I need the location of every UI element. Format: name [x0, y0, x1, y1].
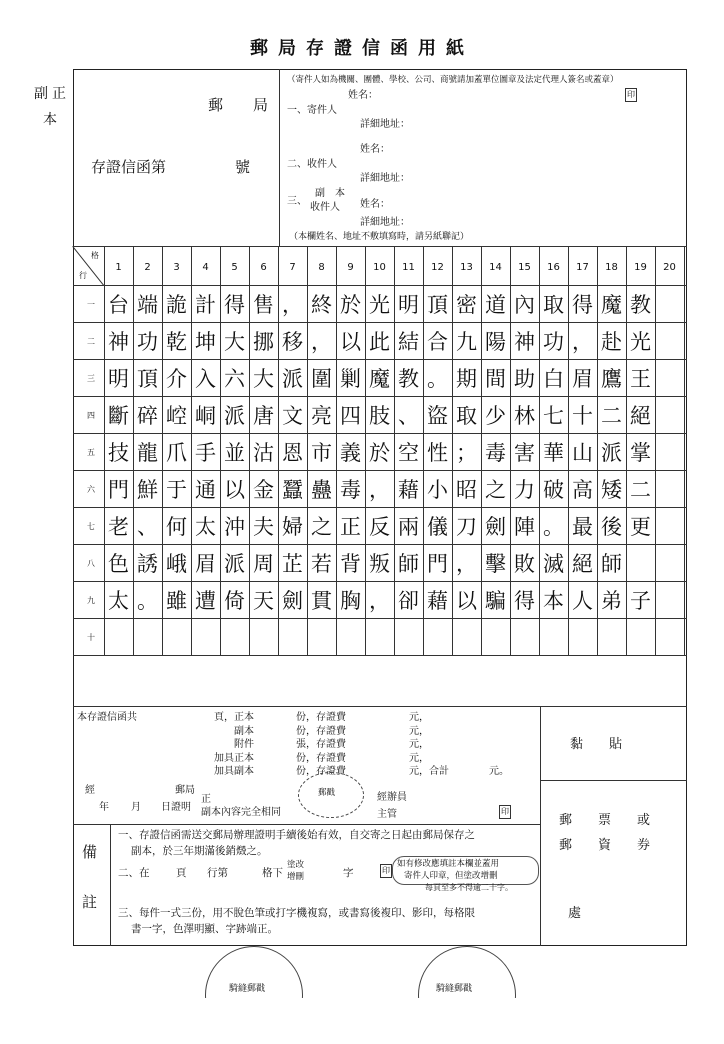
- recipient-label: 二、收件人: [287, 159, 337, 170]
- grid-char: 絕: [630, 403, 651, 428]
- grid-char: 門: [427, 551, 448, 576]
- grid-char: 。: [137, 588, 158, 613]
- grid-char: 助: [514, 366, 535, 391]
- grid-char: ，: [311, 329, 332, 354]
- grid-char: 夫: [253, 514, 274, 539]
- grid-char: 擊: [485, 551, 506, 576]
- note-3-line-b: 書一字，色澤明顯、字跡端正。: [131, 923, 278, 935]
- grid-char: 王: [630, 366, 651, 391]
- row-label: 三: [87, 373, 95, 383]
- grid-char: 爪: [166, 440, 187, 465]
- fee-label: 頁，正本: [214, 712, 254, 723]
- notes-head-b: 註: [82, 893, 98, 911]
- row-label: 八: [87, 558, 95, 568]
- note-2-right-b: 寄件人印章，但塗改增刪: [404, 871, 498, 881]
- fee-unit: 份，存證費: [296, 766, 346, 777]
- cc-address-label: 詳細地址：: [360, 217, 410, 228]
- column-number: 2: [144, 262, 151, 273]
- grid-char: 鮮: [137, 477, 158, 502]
- supervisor-label: 主管: [377, 809, 397, 820]
- column-number: 20: [663, 262, 676, 273]
- grid-char: 毒: [485, 440, 506, 465]
- certify-day: 日證明: [161, 802, 191, 813]
- grid-char: 周: [253, 551, 274, 576]
- row-label: 五: [87, 447, 95, 457]
- column-number: 18: [605, 262, 618, 273]
- grid-char: ；: [456, 440, 477, 465]
- fee-top-line: [73, 706, 687, 707]
- grid-char: 售: [253, 292, 274, 317]
- letter-no-suffix: 號: [235, 158, 251, 176]
- grid-char: 義: [340, 440, 361, 465]
- grid-char: 反: [369, 514, 390, 539]
- grid-char: 合: [427, 329, 448, 354]
- fee-label: 附件: [234, 739, 254, 750]
- grid-char: 本: [543, 588, 564, 613]
- certify-post: 郵局: [175, 785, 195, 796]
- grid-char: 入: [195, 366, 216, 391]
- grid-char: 背: [340, 551, 361, 576]
- column-number: 16: [547, 262, 560, 273]
- grid-char: 明: [398, 292, 419, 317]
- grid-char: 正: [340, 514, 361, 539]
- grid-char: 卻: [398, 588, 419, 613]
- row-label: 二: [87, 336, 95, 346]
- grid-char: 倚: [224, 588, 245, 613]
- fee-yuan: 元，合計: [409, 766, 449, 777]
- grid-char: 派: [601, 440, 622, 465]
- note-2-char: 字: [343, 867, 354, 879]
- seam-stamp-left-circle: [205, 946, 303, 1044]
- cc-prefix: 三、: [287, 196, 307, 207]
- grid-col-line: [684, 246, 685, 655]
- note-1-line-b: 副本，於三年期滿後銷燬之。: [131, 845, 268, 857]
- grid-char: 崆: [166, 403, 187, 428]
- grid-char: 儀: [427, 514, 448, 539]
- grid-char: 文: [282, 403, 303, 428]
- grid-char: ，: [572, 329, 593, 354]
- column-number: 3: [173, 262, 180, 273]
- grid-char: ，: [369, 588, 390, 613]
- sender-name-label: 姓名：: [348, 90, 378, 101]
- grid-char: 於: [369, 440, 390, 465]
- fee-unit: 份，存證費: [296, 712, 346, 723]
- postmark-label: 郵戳: [318, 788, 336, 798]
- seam-stamp-right-circle: [418, 946, 516, 1044]
- fee-label: 副本: [234, 725, 254, 737]
- column-number: 12: [431, 262, 444, 273]
- stamp-area-line3: 處: [568, 906, 582, 921]
- grid-char: 太: [195, 514, 216, 539]
- certify-jing: 經: [85, 785, 95, 796]
- column-number: 11: [402, 262, 415, 273]
- grid-char: 道: [485, 292, 506, 317]
- note-2-right-a: 如有修改應填註本欄並蓋用: [397, 859, 500, 869]
- row-label: 四: [87, 410, 95, 420]
- handler-label: 經辦員: [377, 792, 407, 803]
- fee-yuan: 元，: [409, 725, 429, 737]
- grid-char: 唐: [253, 403, 274, 428]
- grid-char: 劍: [485, 514, 506, 539]
- note-2-col: 格下: [262, 867, 283, 879]
- note-3-line-a: 三、每件一式三份，用不脫色筆或打字機複寫，或書寫後複印、影印，每格限: [118, 907, 475, 919]
- grid-char: 藉: [427, 588, 448, 613]
- note-1-line-a: 一、存證信函需送交郵局辦理證明手續後始有效，自交寄之日起由郵局保存之: [118, 829, 475, 841]
- certify-year: 年: [99, 802, 109, 813]
- grid-char: 頂: [137, 366, 158, 391]
- note-2-add: 增刪: [287, 872, 305, 882]
- grid-char: 藉: [398, 477, 419, 502]
- notes-top-line: [73, 824, 540, 825]
- grid-char: 六: [224, 366, 245, 391]
- column-number: 5: [231, 262, 238, 273]
- grid-char: 眉: [572, 366, 593, 391]
- grid-char: 派: [224, 403, 245, 428]
- grid-char: 雖: [166, 588, 187, 613]
- grid-char: 以: [224, 477, 245, 502]
- grid-char: 大: [224, 329, 245, 354]
- grid-char: 十: [572, 403, 593, 428]
- grid-char: 色: [108, 551, 129, 576]
- grid-char: 掌: [630, 440, 651, 465]
- grid-char: 圍: [311, 366, 332, 391]
- column-number: 19: [634, 262, 647, 273]
- letter-no-prefix: 存證信函第: [91, 158, 167, 176]
- notes-head-a: 備: [82, 843, 98, 861]
- grid-char: 龍: [137, 440, 158, 465]
- recipient-name-label: 姓名：: [360, 144, 390, 155]
- grid-char: 更: [630, 514, 651, 539]
- grid-char: 少: [485, 403, 506, 428]
- stamp-area-line2: 郵 資 券: [559, 838, 651, 853]
- grid-char: 毒: [340, 477, 361, 502]
- fee-unit: 份，存證費: [296, 752, 346, 764]
- fee-unit: 份，存證費: [296, 725, 346, 737]
- grid-char: 太: [108, 588, 129, 613]
- stamp-paste-label: 黏 貼: [570, 737, 623, 752]
- grid-char: 此: [369, 329, 390, 354]
- grid-char: 內: [514, 292, 535, 317]
- grid-char: 於: [340, 292, 361, 317]
- fee-label: 加具正本: [214, 752, 254, 764]
- grid-char: 白: [543, 366, 564, 391]
- grid-char: 終: [311, 292, 332, 317]
- grid-char: 陣: [514, 514, 535, 539]
- cc-label-top: 副 本: [315, 188, 345, 199]
- grid-char: 並: [224, 440, 245, 465]
- grid-char: 明: [108, 366, 129, 391]
- grid-char: 大: [253, 366, 274, 391]
- grid-char: 亮: [311, 403, 332, 428]
- grid-char: 劍: [282, 588, 303, 613]
- grid-char: ，: [282, 292, 303, 317]
- grid-char: 光: [369, 292, 390, 317]
- grid-corner-top: 格: [91, 251, 99, 260]
- handler-seal: 印: [499, 805, 511, 819]
- grid-char: ，: [369, 477, 390, 502]
- grid-char: 恩: [282, 440, 303, 465]
- row-label: 九: [87, 595, 95, 605]
- seam-stamp-left: 騎縫郵戳: [229, 984, 266, 994]
- grid-char: 鷹: [601, 366, 622, 391]
- grid-col-line: [655, 246, 656, 655]
- note-2-prefix: 二、在: [118, 867, 150, 879]
- fee-unit: 張，存證費: [296, 739, 346, 750]
- header-note-top: （寄件人如為機關、團體、學校、公司、商號請加蓋單位圖章及法定代理人簽名或蓋章）: [287, 75, 619, 85]
- grid-char: 于: [166, 477, 187, 502]
- notes-head-divider: [110, 824, 111, 946]
- grid-char: 功: [543, 329, 564, 354]
- grid-char: 何: [166, 514, 187, 539]
- note-2-page: 頁: [176, 867, 187, 879]
- fee-lead: 本存證信函共: [77, 712, 137, 723]
- grid-char: 光: [630, 329, 651, 354]
- certify-month: 月: [131, 802, 141, 813]
- grid-char: 誘: [137, 551, 158, 576]
- grid-char: 小: [427, 477, 448, 502]
- grid-char: 神: [514, 329, 535, 354]
- stamp-area-line1: 郵 票 或: [559, 813, 651, 828]
- column-number: 14: [489, 262, 502, 273]
- grid-char: 九: [456, 329, 477, 354]
- grid-char: 功: [137, 329, 158, 354]
- grid-char: 台: [108, 292, 129, 317]
- grid-char: 貫: [311, 588, 332, 613]
- grid-char: 金: [253, 477, 274, 502]
- fee-yuan: 元，: [409, 752, 429, 764]
- column-number: 7: [289, 262, 296, 273]
- grid-char: 沽: [253, 440, 274, 465]
- grid-char: 弟: [601, 588, 622, 613]
- grid-char: 破: [543, 477, 564, 502]
- grid-char: 昭: [456, 477, 477, 502]
- post-office-label: 郵 局: [208, 96, 269, 114]
- row-label: 七: [87, 521, 95, 531]
- header-note-bottom: （本欄姓名、地址不敷填寫時，請另紙聯記）: [289, 232, 470, 242]
- grid-char: 若: [311, 551, 332, 576]
- grid-char: 技: [108, 440, 129, 465]
- grid-char: 赴: [601, 329, 622, 354]
- grid-char: 魔: [369, 366, 390, 391]
- grid-char: 計: [195, 292, 216, 317]
- grid-char: 取: [543, 292, 564, 317]
- grid-char: 性: [427, 440, 448, 465]
- grid-char: 絕: [572, 551, 593, 576]
- grid-char: 以: [456, 588, 477, 613]
- note-2-right-c: 每頁至多不得逾二十字。: [425, 883, 513, 892]
- grid-char: 盜: [427, 403, 448, 428]
- grid-char: 詭: [166, 292, 187, 317]
- fee-yuan: 元，: [409, 712, 429, 723]
- grid-char: 騙: [485, 588, 506, 613]
- seam-stamp-right: 騎縫郵戳: [436, 984, 473, 994]
- grid-char: 力: [514, 477, 535, 502]
- copy-mark-ben: 本: [43, 112, 57, 128]
- grid-char: 害: [514, 440, 535, 465]
- grid-char: 密: [456, 292, 477, 317]
- grid-char: 派: [224, 551, 245, 576]
- column-number: 6: [260, 262, 267, 273]
- note-2-seal: 印: [380, 864, 392, 878]
- grid-char: 山: [572, 440, 593, 465]
- grid-char: ，: [456, 551, 477, 576]
- grid-char: 陽: [485, 329, 506, 354]
- grid-char: 得: [572, 292, 593, 317]
- grid-char: 市: [311, 440, 332, 465]
- grid-char: 肢: [369, 403, 390, 428]
- column-number: 10: [373, 262, 386, 273]
- grid-char: 、: [398, 403, 419, 428]
- grid-char: 林: [514, 403, 535, 428]
- grid-char: 婦: [282, 514, 303, 539]
- grid-char: 教: [398, 366, 419, 391]
- grid-char: 頂: [427, 292, 448, 317]
- grid-char: 子: [630, 588, 651, 613]
- grid-char: 天: [253, 588, 274, 613]
- grid-char: 通: [195, 477, 216, 502]
- grid-char: 期: [456, 366, 477, 391]
- grid-char: 峨: [166, 551, 187, 576]
- recipient-address-label: 詳細地址：: [360, 173, 410, 184]
- header-bottom-line: [73, 246, 687, 247]
- grid-char: 手: [195, 440, 216, 465]
- stamp-box-line: [540, 780, 687, 781]
- grid-char: 之: [485, 477, 506, 502]
- grid-char: 教: [630, 292, 651, 317]
- grid-char: 蠶: [282, 477, 303, 502]
- grid-char: 結: [398, 329, 419, 354]
- grid-char: 坤: [195, 329, 216, 354]
- grid-char: 。: [543, 514, 564, 539]
- grid-char: 碎: [137, 403, 158, 428]
- grid-char: 斷: [108, 403, 129, 428]
- grid-char: 後: [601, 514, 622, 539]
- column-number: 1: [115, 262, 122, 273]
- fee-yuan: 元，: [409, 739, 429, 750]
- certify-content: 副本內容完全相同: [201, 807, 281, 818]
- grid-char: 間: [485, 366, 506, 391]
- form-title: 郵局存證信函用紙: [250, 38, 474, 59]
- certify-zheng: 正: [201, 794, 211, 805]
- grid-char: 取: [456, 403, 477, 428]
- grid-char: 師: [601, 551, 622, 576]
- grid-char: 神: [108, 329, 129, 354]
- grid-char: 得: [514, 588, 535, 613]
- grid-char: 二: [601, 403, 622, 428]
- copy-mark-fu: 副: [34, 86, 48, 102]
- sender-seal: 印: [625, 88, 637, 102]
- grid-char: 介: [166, 366, 187, 391]
- column-number: 13: [460, 262, 473, 273]
- grid-row-line: [73, 655, 687, 656]
- grid-char: 刀: [456, 514, 477, 539]
- grid-char: 魔: [601, 292, 622, 317]
- grid-char: 挪: [253, 329, 274, 354]
- grid-char: 芷: [282, 551, 303, 576]
- grid-char: 老: [108, 514, 129, 539]
- grid-char: 移: [282, 329, 303, 354]
- sender-label: 一、寄件人: [287, 105, 337, 116]
- grid-char: 空: [398, 440, 419, 465]
- header-divider: [279, 69, 280, 246]
- grid-char: 七: [543, 403, 564, 428]
- fee-label: 加具副本: [214, 766, 254, 777]
- note-2-row: 行第: [207, 867, 228, 879]
- grid-char: 門: [108, 477, 129, 502]
- cc-label-bottom: 收件人: [310, 202, 340, 213]
- grid-corner-bottom: 行: [79, 271, 87, 280]
- grid-char: 叛: [369, 551, 390, 576]
- note-2-alter: 塗改: [287, 860, 305, 870]
- grid-char: 華: [543, 440, 564, 465]
- grid-char: 四: [340, 403, 361, 428]
- row-label: 十: [87, 632, 95, 642]
- grid-char: 之: [311, 514, 332, 539]
- grid-char: 蠱: [311, 477, 332, 502]
- grid-char: 人: [572, 588, 593, 613]
- grid-char: 最: [572, 514, 593, 539]
- grid-char: 以: [340, 329, 361, 354]
- column-number: 4: [202, 262, 209, 273]
- cc-name-label: 姓名：: [360, 199, 390, 210]
- grid-char: 滅: [543, 551, 564, 576]
- fee-tail: 元。: [489, 766, 509, 777]
- grid-char: 師: [398, 551, 419, 576]
- grid-char: 矮: [601, 477, 622, 502]
- stamp-divider: [540, 706, 541, 946]
- column-number: 8: [318, 262, 325, 273]
- grid-char: 端: [137, 292, 158, 317]
- grid-char: 乾: [166, 329, 187, 354]
- column-number: 9: [347, 262, 354, 273]
- grid-char: 剿: [340, 366, 361, 391]
- grid-char: 、: [137, 514, 158, 539]
- grid-row-line: [73, 618, 687, 619]
- grid-char: 峒: [195, 403, 216, 428]
- row-label: 六: [87, 484, 95, 494]
- grid-char: 。: [427, 366, 448, 391]
- grid-char: 眉: [195, 551, 216, 576]
- grid-char: 派: [282, 366, 303, 391]
- grid-char: 遭: [195, 588, 216, 613]
- grid-char: 胸: [340, 588, 361, 613]
- grid-char: 兩: [398, 514, 419, 539]
- copy-mark-zheng: 正: [52, 86, 66, 102]
- grid-char: 二: [630, 477, 651, 502]
- grid-char: 得: [224, 292, 245, 317]
- grid-char: 高: [572, 477, 593, 502]
- row-label: 一: [87, 299, 95, 309]
- sender-address-label: 詳細地址：: [360, 119, 410, 130]
- grid-char: 敗: [514, 551, 535, 576]
- column-number: 17: [576, 262, 589, 273]
- grid-char: 沖: [224, 514, 245, 539]
- column-number: 15: [518, 262, 531, 273]
